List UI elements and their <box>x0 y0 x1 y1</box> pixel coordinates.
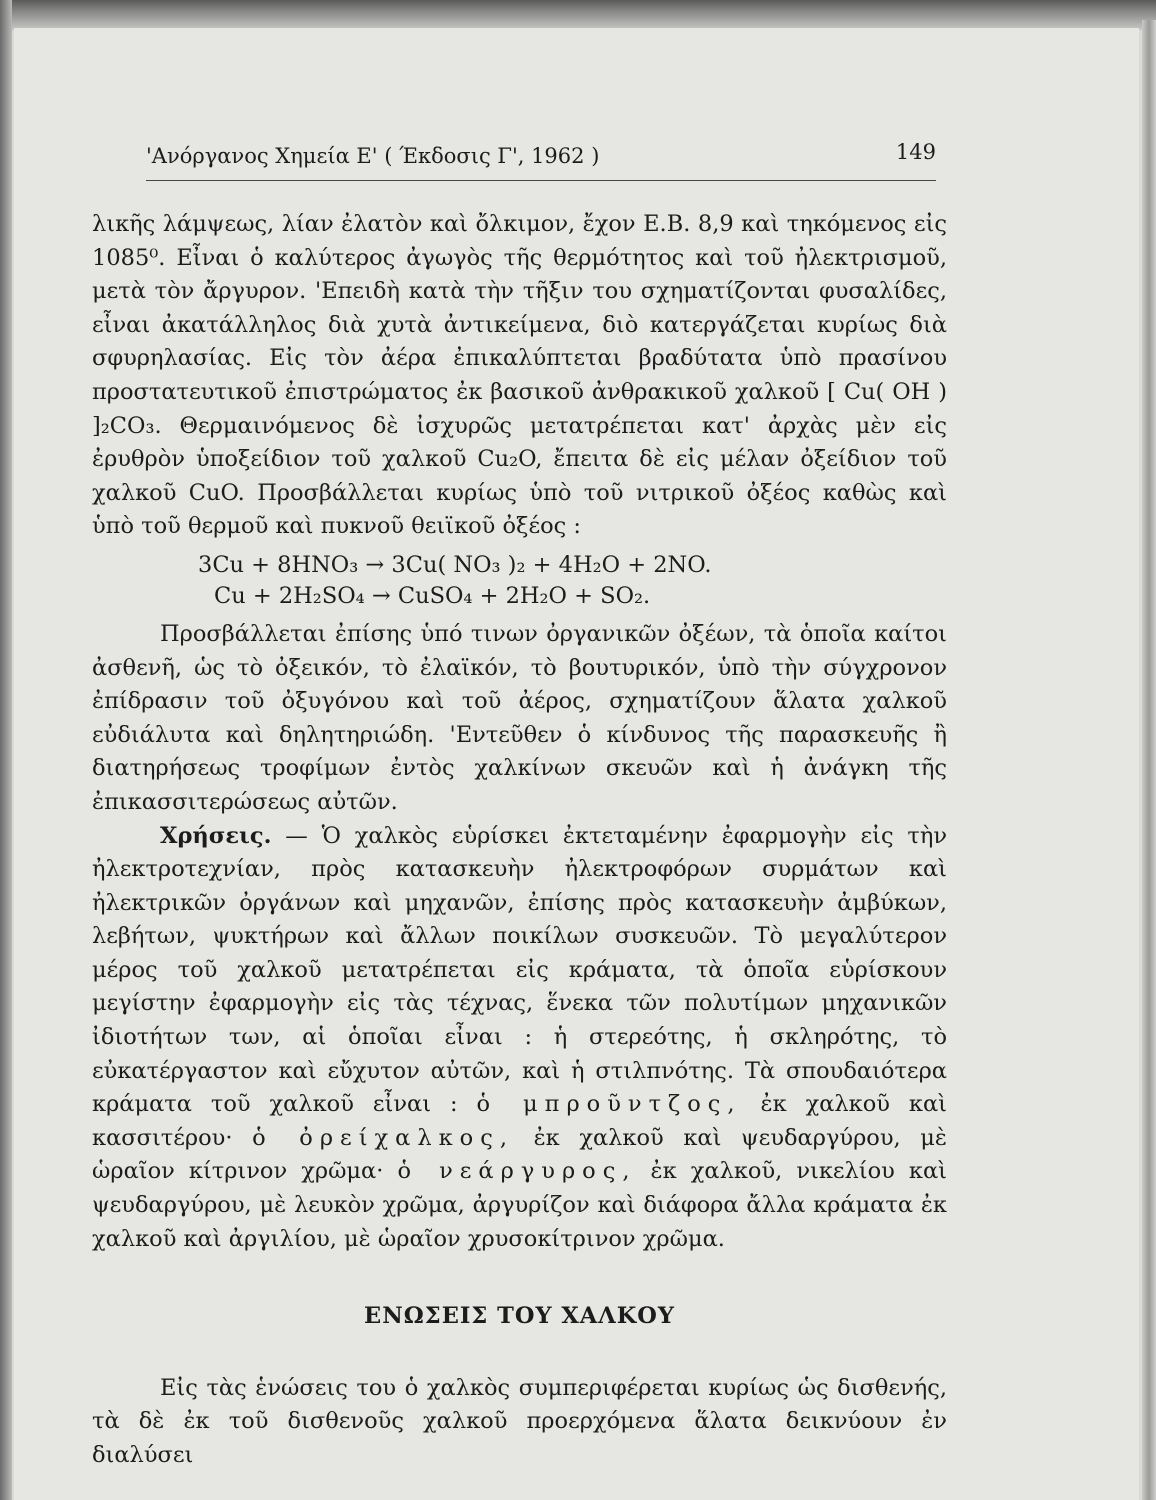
paragraph-text: ἐκ χαλκοῦ καὶ ψευδαργύρου, μὲ ὡραῖον κίτρινον χρῶμα· <box>92 1124 947 1185</box>
page-number: 149 <box>895 140 936 164</box>
alloy-term-bronze: ὁ μπροῦντζος, <box>476 1091 742 1118</box>
paragraph-uses <box>92 820 947 1257</box>
scan-edge-left <box>0 0 12 1500</box>
paragraph-text: ἐκ χαλκοῦ καὶ κασσιτέρου· <box>92 1091 947 1151</box>
paragraph: Εἰς τὰς ἑνώσεις του ὁ χαλκὸς συμπεριφέρεται κυρίως ὡς δισθενής, τὰ δὲ ἐκ τοῦ δισθενοῦς χαλκοῦ προερχόμενα ἅλατα δεικνύουν ἐν διαλύσει <box>92 1374 947 1468</box>
running-header <box>146 140 936 181</box>
paragraph-text: ἐκ χαλκοῦ, νικελίου καὶ ψευδαργύρου, μὲ λευκὸν χρῶμα, ἀργυρίζον καὶ διάφορα ἄλλα κράματα ἐκ χαλκοῦ καὶ ἀργιλίου, μὲ ὡραῖον χρυσοκίτρινον χρῶμα. <box>92 1158 947 1252</box>
paragraph: Προσβάλλεται ἐπίσης ὑπό τινων ὀργανικῶν ὀξέων, τὰ ὁποῖα καίτοι ἀσθενῆ, ὡς τὸ ὀξεικόν, τὸ ἐλαϊκόν, τὸ βουτυρικόν, ὑπὸ τὴν σύγχρονον ἐπίδρασιν τοῦ ὀξυγόνου καὶ τοῦ ἀέρος, σχηματίζουν ἅλατα χαλκοῦ εὐδιάλυτα καὶ δηλητηριώδη. 'Εντεῦθεν ὁ κίνδυνος τῆς παρασκευῆς ἢ διατηρήσεως τροφίμων ἐντὸς χαλκίνων σκευῶν καὶ ἡ ἀνάγκη τῆς ἐπικασσιτερώσεως αὐτῶν. <box>92 620 947 815</box>
equation-sulfuric-acid: Cu + 2H₂SO₄ → CuSO₄ + 2H₂O + SO₂. <box>214 582 651 609</box>
scan-edge-right <box>1142 20 1156 1500</box>
section-heading: ΕΝΩΣΕΙΣ ΤΟΥ ΧΑΛΚΟΥ <box>364 1303 675 1330</box>
body-text <box>92 208 947 1473</box>
scan-edge-top <box>0 0 1156 30</box>
equation-nitric-acid: 3Cu + 8HNO₃ → 3Cu( NO₃ )₂ + 4H₂O + 2NO. <box>198 551 712 578</box>
header-title: 'Ανόργανος Χημεία Ε' ( Έκδοσις Γ', 1962 ) <box>146 144 600 168</box>
alloy-term-nickel-silver: ὁ νεάργυρος, <box>397 1158 637 1185</box>
paragraph: λικῆς λάμψεως, λίαν ἐλατὸν καὶ ὄλκιμον, ἔχον Ε.Β. 8,9 καὶ τηκόμενος εἰς 1085⁰. Εἶναι ὁ καλύτερος ἀγωγὸς τῆς θερμότητος καὶ τοῦ ἠλεκτρισμοῦ, μετὰ τὸν ἄργυρον. 'Επειδὴ κατὰ τὴν τῆξιν του σχηματίζονται φυσαλίδες, εἶναι ἀκατάλληλος διὰ χυτὰ ἀντικείμενα, διὸ κατεργάζεται κυρίως διὰ σφυρηλασίας. Εἰς τὸν ἀέρα ἐπικαλύπτεται βραδύτατα ὑπὸ πρασίνου προστατευτικοῦ ἐπιστρώματος ἐκ βασικοῦ ἀνθρακικοῦ χαλκοῦ [ Cu( OH ) ]₂CO₃. Θερμαινόμενος δὲ ἰσχυρῶς μετατρέπεται κατ' ἀρχὰς μὲν εἰς ἐρυθρὸν ὑποξείδιον τοῦ χαλκοῦ Cu₂O, ἔπειτα δὲ εἰς μέλαν ὀξείδιον τοῦ χαλκοῦ CuO. Προσβάλλεται κυρίως ὑπὸ τοῦ νιτρικοῦ ὀξέος καθὼς καὶ ὑπὸ τοῦ θερμοῦ καὶ πυκνοῦ θειϊκοῦ ὀξέος : <box>92 211 947 540</box>
uses-label: Χρήσεις. <box>160 822 272 849</box>
alloy-term-brass: ὁ ὀρείχαλκος, <box>252 1124 514 1151</box>
paragraph-text: — Ὁ χαλκὸς εὑρίσκει ἐκτεταμένην ἐφαρμογὴν εἰς τὴν ἠλεκτροτεχνίαν, πρὸς κατασκευὴν ἠλεκτροφόρων συρμάτων καὶ ἠλεκτρικῶν ὀργάνων καὶ μηχανῶν, ἐπίσης πρὸς κατασκευὴν ἀμβύκων, λεβήτων, ψυκτήρων καὶ ἄλλων ποικίλων συσκευῶν. Τὸ μεγαλύτερον μέρος τοῦ χαλκοῦ μετατρέπεται εἰς κράματα, τὰ ὁποῖα εὑρίσκουν μεγίστην ἐφαρμογὴν εἰς τὰς τέχνας, ἕνεκα τῶν πολυτίμων μηχανικῶν ἰδιοτήτων των, αἱ ὁποῖαι εἶναι : ἡ στερεότης, ἡ σκληρότης, τὸ εὐκατέργαστον καὶ εὔχυτον αὐτῶν, καὶ ἡ στιλπνότης. Τὰ σπουδαιότερα κράματα τοῦ χαλκοῦ εἶναι : <box>92 822 947 1118</box>
